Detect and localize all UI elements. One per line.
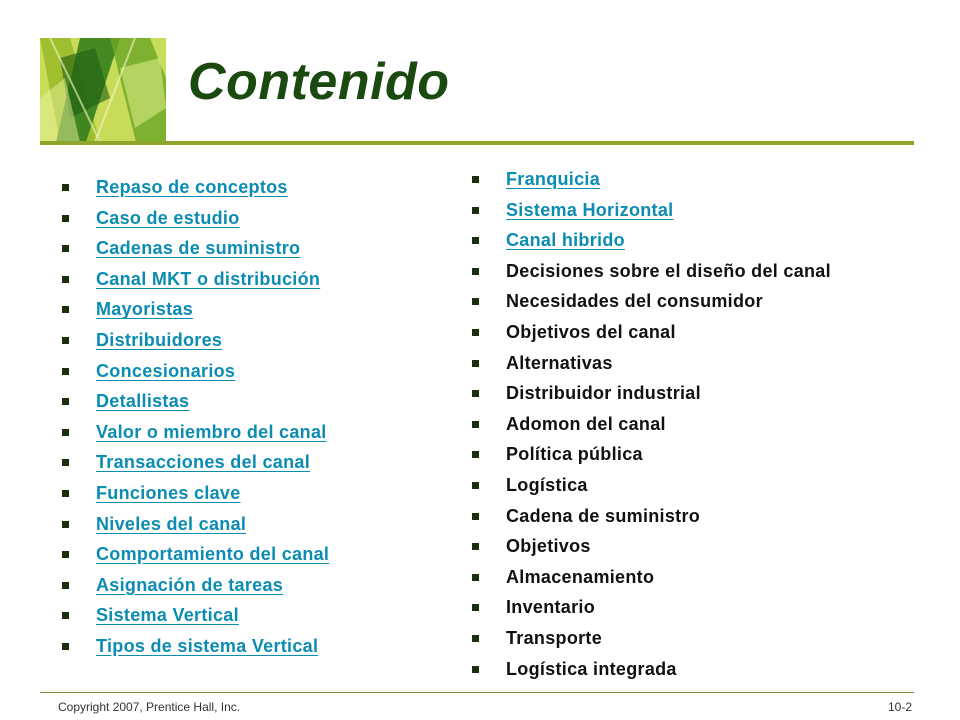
square-bullet-icon	[62, 337, 69, 344]
topic-link[interactable]: Distribuidores	[96, 329, 223, 350]
square-bullet-icon	[472, 513, 479, 520]
footer-divider	[40, 692, 914, 693]
topic-link[interactable]: Detallistas	[96, 391, 190, 412]
square-bullet-icon	[62, 582, 69, 589]
square-bullet-icon	[62, 612, 69, 619]
square-bullet-icon	[62, 276, 69, 283]
square-bullet-icon	[62, 429, 69, 436]
topic-link[interactable]: Comportamiento del canal	[96, 544, 330, 565]
topic-link[interactable]: Cadenas de suministro	[96, 238, 301, 259]
title-divider	[40, 141, 914, 145]
topic-label: Alternativas	[506, 352, 613, 373]
square-bullet-icon	[472, 635, 479, 642]
topic-link[interactable]: Repaso de conceptos	[96, 177, 288, 197]
square-bullet-icon	[472, 421, 479, 428]
topic-link[interactable]: Niveles del canal	[96, 513, 247, 534]
topic-label: Adomon del canal	[506, 413, 666, 434]
square-bullet-icon	[472, 237, 479, 244]
square-bullet-icon	[62, 521, 69, 528]
topic-link[interactable]: Sistema Horizontal	[506, 199, 674, 220]
square-bullet-icon	[62, 306, 69, 313]
topic-label: Objetivos del canal	[506, 321, 676, 342]
page-title: Contenido	[188, 53, 450, 111]
square-bullet-icon	[472, 268, 479, 275]
topic-link[interactable]: Asignación de tareas	[96, 574, 284, 595]
topic-label: Logística	[506, 474, 588, 495]
square-bullet-icon	[472, 543, 479, 550]
square-bullet-icon	[62, 368, 69, 375]
topic-label: Política pública	[506, 444, 643, 465]
square-bullet-icon	[62, 398, 69, 405]
slide-number: 10-2	[887, 700, 912, 714]
square-bullet-icon	[62, 184, 69, 191]
square-bullet-icon	[62, 215, 69, 222]
copyright-text: Copyright 2007, Prentice Hall, Inc.	[58, 700, 241, 714]
topic-link[interactable]: Concesionarios	[96, 360, 236, 381]
square-bullet-icon	[62, 490, 69, 497]
square-bullet-icon	[472, 574, 479, 581]
square-bullet-icon	[62, 459, 69, 466]
square-bullet-icon	[62, 643, 69, 650]
topic-label: Cadena de suministro	[506, 505, 701, 526]
square-bullet-icon	[472, 390, 479, 397]
square-bullet-icon	[62, 551, 69, 558]
square-bullet-icon	[472, 451, 479, 458]
green-leaf-logo-icon	[40, 38, 166, 142]
topic-label: Decisiones sobre el diseño del canal	[506, 260, 831, 281]
topic-label: Logística integrada	[506, 658, 677, 679]
topic-link[interactable]: Tipos de sistema Vertical	[96, 635, 319, 656]
square-bullet-icon	[472, 329, 479, 336]
square-bullet-icon	[472, 482, 479, 489]
topic-link[interactable]: Valor o miembro del canal	[96, 421, 327, 442]
topic-link[interactable]: Canal MKT o distribución	[96, 268, 321, 289]
square-bullet-icon	[472, 360, 479, 367]
topic-link[interactable]: Mayoristas	[96, 299, 194, 320]
topic-label: Necesidades del consumidor	[506, 291, 763, 312]
topic-link[interactable]: Canal hibrido	[506, 230, 625, 251]
square-bullet-icon	[62, 245, 69, 252]
topic-label: Distribuidor industrial	[506, 383, 701, 404]
topic-link[interactable]: Franquicia	[506, 169, 601, 189]
square-bullet-icon	[472, 207, 479, 214]
square-bullet-icon	[472, 604, 479, 611]
topic-label: Objetivos	[506, 536, 591, 557]
square-bullet-icon	[472, 176, 479, 183]
topic-label: Transporte	[506, 627, 603, 648]
topic-link[interactable]: Funciones clave	[96, 482, 241, 503]
topic-link[interactable]: Transacciones del canal	[96, 452, 311, 473]
topic-link[interactable]: Sistema Vertical	[96, 605, 239, 626]
square-bullet-icon	[472, 298, 479, 305]
topic-label: Inventario	[506, 597, 596, 618]
square-bullet-icon	[472, 666, 479, 673]
topic-label: Almacenamiento	[506, 566, 655, 587]
topic-link[interactable]: Caso de estudio	[96, 207, 240, 228]
